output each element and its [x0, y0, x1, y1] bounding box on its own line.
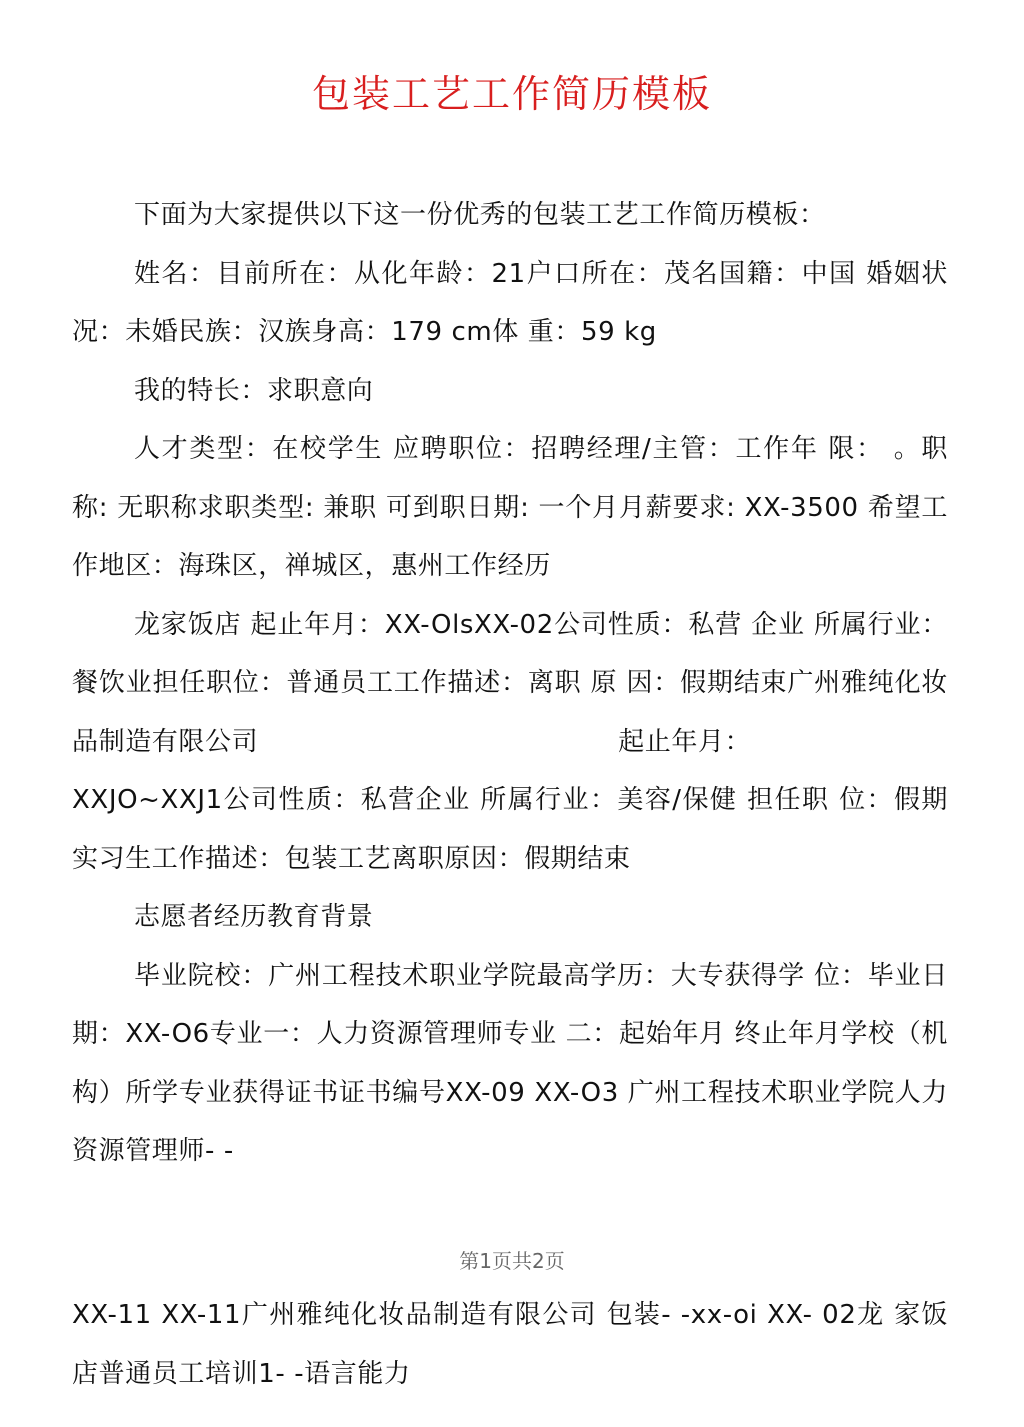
date-range-label: 起止年月： [618, 726, 752, 757]
paragraph-experience-1 [72, 596, 948, 772]
paragraph-personal-info: 姓名：目前所在：从化年龄：21户口所在：茂名国籍：中国 婚姻状况：未婚民族：汉族身高：179 cm体 重：59 kg [72, 258, 948, 347]
document-body-continued [72, 1286, 948, 1403]
experience-1-text: 龙家饭店 起止年月：XX-OlsXX-02公司性质：私营 企业 所属行业：餐饮业担任职位：普通员工工作描述：离职 原 因：假期结束广州雅纯化妆品制造有限公司 [72, 609, 948, 757]
paragraph-intro: 下面为大家提供以下这一份优秀的包装工艺工作简历模板： [134, 200, 826, 230]
document-title: 包装工艺工作简历模板 [311, 72, 712, 116]
paragraph-job-intention: 人才类型：在校学生 应聘职位：招聘经理/主管：工作年 限： 。职 称: 无职称求职类型: 兼职 可到职日期: 一个月月薪要求: XX-3500 希望工作地区：海珠区，禅城区，惠州工作经历 [72, 434, 948, 581]
paragraph-experience-2: XXJO~XXJ1公司性质：私营企业 所属行业：美容/保健 担任职 位：假期实习生工作描述：包装工艺离职原因：假期结束 [72, 785, 948, 874]
paragraph-specialty: 我的特长：求职意向 [134, 375, 374, 406]
page-number-footer: 第1页共2页 [459, 1249, 565, 1273]
paragraph-education: 毕业院校：广州工程技术职业学院最高学历：大专获得学 位：毕业日期：XX-O6专业一：人力资源管理师专业 二：起始年月 终止年月学校（机构）所学专业获得证书证书编号XX-09 XX-O3 广州工程技术职业学院人力资源管理师- - [72, 960, 948, 1166]
paragraph-training: XX-11 XX-11广州雅纯化妆品制造有限公司 包装- -xx-oi XX- 02龙 家饭店普通员工培训1- -语言能力 [72, 1300, 948, 1389]
document-body [72, 186, 948, 1181]
paragraph-volunteer-education: 志愿者经历教育背景 [134, 902, 374, 932]
